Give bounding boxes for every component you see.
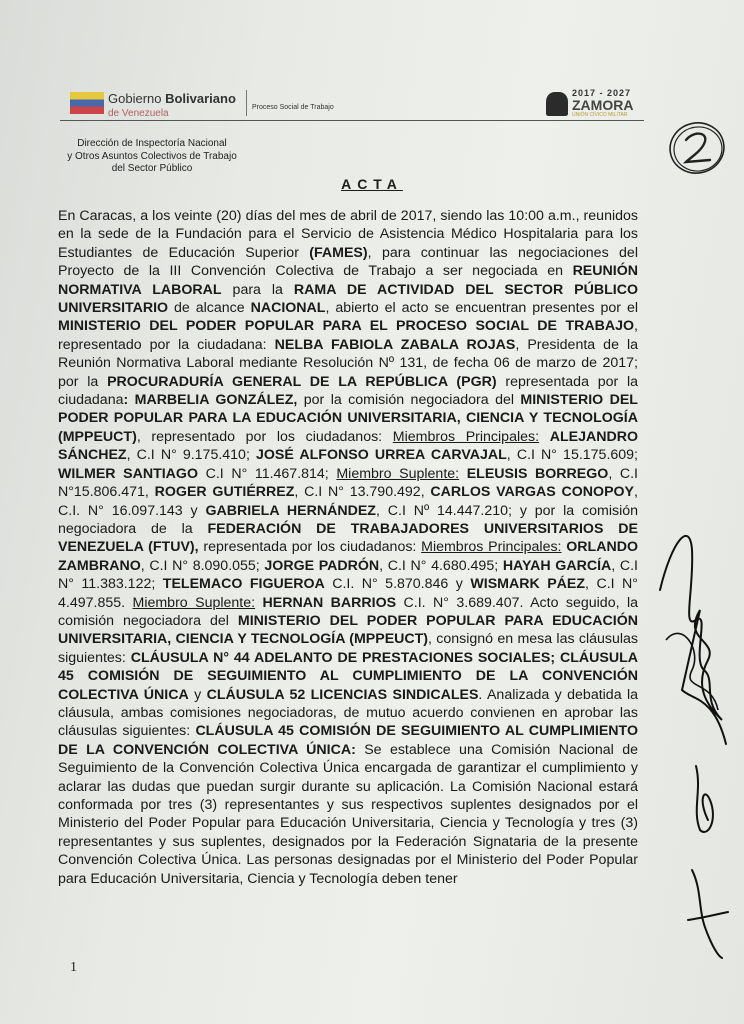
body-bold-text: CARLOS VARGAS CONOPOY bbox=[430, 484, 635, 501]
body-text-run: de alcance bbox=[168, 300, 251, 317]
body-bold-text: HERNAN BARRIOS bbox=[262, 594, 397, 611]
body-text-run: . Analizada y debatida la cláusula, ambas comisiones negociadoras, de mutuo acuerdo convienen en aprobar las cláusulas siguientes: bbox=[58, 686, 639, 740]
body-text-run: C.I N° 11.467.814; bbox=[198, 465, 337, 482]
body-text-run bbox=[459, 466, 467, 482]
zamora-years: 2017 - 2027 bbox=[572, 88, 632, 98]
body-text-run: En Caracas, a los veinte (20) días del mes de abril de 2017, siendo las 10:00 a.m., reunidos en la sede de la Fundación para el Servicio de Asistencia Médico Hospitalaria para los Estudiantes de Educación Superior bbox=[58, 208, 638, 261]
body-text-run: para la bbox=[221, 281, 294, 298]
body-bold-text: REUNIÓN NORMATIVA LABORAL bbox=[58, 263, 638, 298]
zamora-name: ZAMORA bbox=[572, 97, 634, 113]
body-text-run: C.I. N° 5.870.846 y bbox=[324, 576, 471, 593]
body-text-run: , abierto el acto se encuentran presentes por el bbox=[325, 300, 638, 317]
body-bold-text: NELBA FABIOLA ZABALA ROJAS bbox=[274, 336, 516, 353]
body-text-run: , representado por la ciudadana: bbox=[58, 318, 638, 353]
direction-line-1: Dirección de Inspectoría Nacional bbox=[77, 138, 227, 149]
body-bold-text: JORGE PADRÓN bbox=[264, 557, 380, 574]
body-bold-text: RAMA DE ACTIVIDAD DEL SECTOR PÚBLICO UNIVERSITARIO bbox=[58, 281, 638, 317]
body-text-run: , C.I N° 9.175.410; bbox=[126, 447, 256, 464]
direction-block bbox=[52, 138, 252, 176]
zamora-logo bbox=[546, 88, 638, 118]
direction-line-3: del Sector Público bbox=[111, 163, 193, 174]
body-bold-text: ROGER GUTIÉRREZ bbox=[154, 484, 295, 501]
body-bold-text: WISMARK PÁEZ bbox=[470, 576, 586, 593]
gov-text-prefix: Gobierno bbox=[108, 91, 166, 106]
body-bold-text: JOSÉ ALFONSO URREA CARVAJAL bbox=[255, 447, 507, 464]
body-bold-text: ALEJANDRO SÁNCHEZ bbox=[58, 428, 638, 464]
body-text-run bbox=[539, 429, 550, 445]
body-underlined-text: Miembros Principales: bbox=[392, 428, 540, 445]
body-text-run: Se establece una Comisión Nacional de Seguimiento de la Convención Colectiva Única encargada de garantizar el cumplimiento y aclarar las dudas que puedan surgir durante su aplicación. La Comisión Nacional estará conformada por tres (3) representantes y sus respectivos suplentes designados por el Ministerio del Poder Popular para Educación Universitaria, Ciencia y Tecnología y tres (3) representantes y sus suplentes, designados por la Federación Signataria de la presente Convención Colectiva Única. Las personas designadas por el Ministerio del Poder Popular para Educación Universitaria, Ciencia y Tecnología deben tener bbox=[58, 741, 638, 887]
letterhead bbox=[60, 86, 644, 122]
document-body bbox=[58, 207, 638, 888]
zamora-tagline: UNIÓN CÍVICO MILITAR bbox=[572, 112, 628, 118]
body-bold-text: NACIONAL bbox=[250, 300, 326, 317]
body-text-run: , Presidenta de la Reunión Normativa Laboral mediante Resolución Nº 131, de fecha 06 de marzo de 2017; por la bbox=[58, 336, 639, 390]
body-text-run: , C.I N°15.806.471, bbox=[58, 465, 638, 501]
gov-text-bold: Bolivariano bbox=[165, 91, 236, 106]
body-text-run: , C.I N° 4.497.855. bbox=[58, 576, 638, 611]
body-bold-text: HAYAH GARCÍA bbox=[502, 557, 612, 574]
body-text-run: , C.I N° 13.790.492, bbox=[294, 484, 431, 501]
body-text-run: , C.I N° 4.680.495; bbox=[379, 557, 503, 574]
ministry-text: Proceso Social de Trabajo bbox=[252, 104, 334, 111]
body-bold-text: FEDERACIÓN DE TRABAJADORES UNIVERSITARIOS DE VENEZUELA (FTUV), bbox=[58, 520, 638, 556]
body-text-run: representada por los ciudadanos: bbox=[198, 539, 422, 556]
body-bold-text: CLÁUSULA N° 44 ADELANTO DE PRESTACIONES SOCIALES; CLÁUSULA 45 COMISIÓN DE SEGUIMIENTO AL CUMPLIMIENTO DE LA CONVENCIÓN COLECTIVA ÚNICA bbox=[58, 649, 638, 703]
body-text-run: , C.I Nº 14.447.210; y por la comisión negociadora de la bbox=[58, 502, 638, 537]
government-flag-logo bbox=[70, 92, 104, 114]
body-bold-text: WILMER SANTIAGO bbox=[58, 465, 199, 482]
body-underlined-text: Miembro Suplente: bbox=[336, 465, 460, 482]
body-text-run: , representado por los ciudadanos: bbox=[136, 428, 393, 445]
body-bold-text: : MARBELIA GONZÁLEZ, bbox=[123, 392, 298, 409]
body-text-run: , C.I N° 8.090.055; bbox=[140, 557, 265, 574]
body-text-run: , consignó en mesa las cláusulas siguientes: bbox=[58, 631, 638, 666]
body-bold-text: (FAMES) bbox=[309, 244, 368, 261]
body-text-run bbox=[255, 595, 262, 611]
zamora-hat-icon bbox=[546, 92, 568, 116]
body-text-run: por la comisión negociadora del bbox=[297, 392, 521, 409]
body-bold-text: MINISTERIO DEL PODER POPULAR PARA EDUCACIÓN UNIVERSITARIA, CIENCIA Y TECNOLOGÍA (MPPEUCT) bbox=[58, 612, 638, 648]
body-text-run: y bbox=[188, 686, 207, 703]
direction-line-2: y Otros Asuntos Colectivos de Trabajo bbox=[67, 150, 237, 162]
body-text-run: , C.I. N° 16.097.143 y bbox=[58, 484, 638, 519]
body-underlined-text: Miembros Principales: bbox=[421, 539, 562, 556]
gov-text-sub: de Venezuela bbox=[108, 108, 169, 119]
header-rule bbox=[60, 120, 644, 121]
body-bold-text: TELEMACO FIGUEROA bbox=[162, 576, 325, 593]
body-text-run: representada por la ciudadana bbox=[58, 373, 639, 409]
body-bold-text: GABRIELA HERNÁNDEZ bbox=[205, 502, 376, 519]
handwritten-signature bbox=[652, 520, 736, 750]
body-bold-text: ELEUSIS BORREGO bbox=[466, 465, 609, 482]
body-underlined-text: Miembro Suplente: bbox=[132, 594, 256, 611]
circled-number-stamp bbox=[664, 118, 730, 180]
body-text-run: , para continuar las negociaciones del Proyecto de la III Convención Colectiva de Trabajo a ser negociada en bbox=[58, 244, 638, 280]
body-text-run: , C.I N° 11.383.122; bbox=[58, 557, 638, 593]
body-text-run: , C.I N° 15.175.609; bbox=[506, 447, 638, 464]
body-bold-text: CLÁUSULA 45 COMISIÓN DE SEGUIMIENTO AL CUMPLIMIENTO DE LA CONVENCIÓN COLECTIVA ÚNICA: bbox=[58, 723, 638, 758]
government-logo-text bbox=[108, 92, 236, 120]
page-number: 1 bbox=[70, 960, 77, 975]
body-bold-text: MINISTERIO DEL PODER POPULAR PARA LA EDUCACIÓN UNIVERSITARIA, CIENCIA Y TECNOLOGÍA (MPPEUCT) bbox=[58, 392, 638, 445]
handwritten-initials bbox=[682, 860, 732, 960]
body-bold-text: ORLANDO ZAMBRANO bbox=[58, 539, 638, 574]
body-bold-text: CLÁUSULA 52 LICENCIAS SINDICALES bbox=[206, 686, 479, 703]
document-title: ACTA bbox=[341, 176, 403, 192]
body-bold-text: MINISTERIO DEL PODER POPULAR PARA EL PROCESO SOCIAL DE TRABAJO bbox=[58, 318, 635, 335]
header-separator bbox=[246, 90, 247, 116]
handwritten-initials bbox=[688, 760, 724, 840]
body-text-run: C.I. N° 3.689.407. Acto seguido, la comisión negociadora del bbox=[58, 594, 639, 629]
body-bold-text: PROCURADURÍA GENERAL DE LA REPÚBLICA (PGR) bbox=[107, 373, 497, 390]
